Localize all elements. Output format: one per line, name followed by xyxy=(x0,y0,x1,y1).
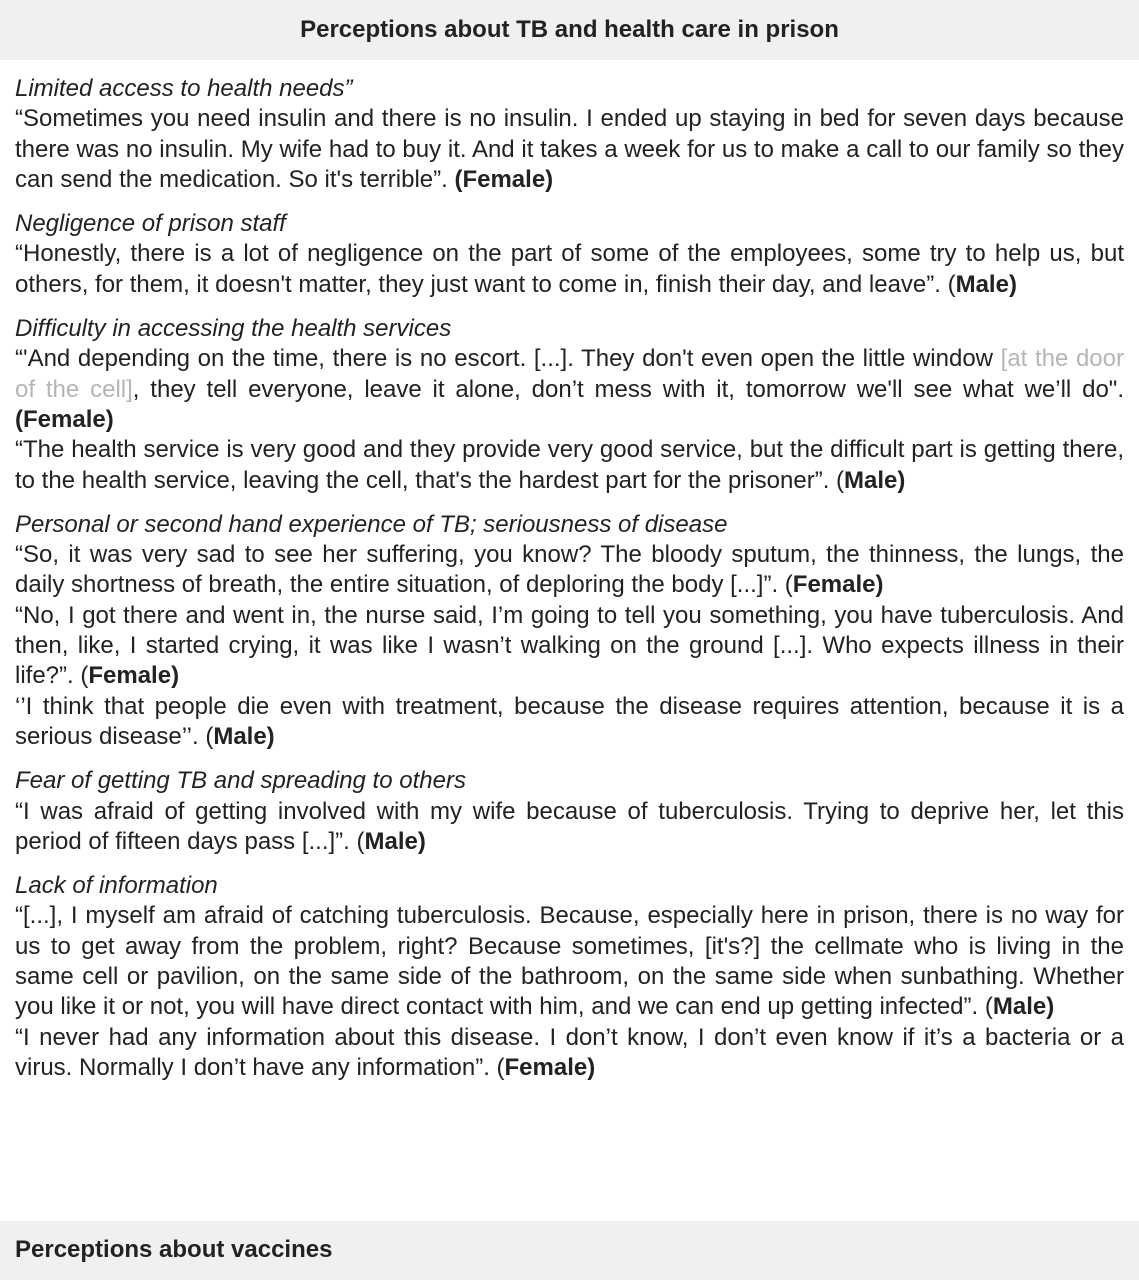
quote-text: “Sometimes you need insulin and there is no insulin. I ended up staying in bed for seven days because there was no insulin. My wife had to buy it. And it takes a week for us to make a call to our family so they can send the medication. So it's terrible”. xyxy=(15,105,1124,193)
gender-label: Female) xyxy=(504,1053,596,1081)
gender-label: Male) xyxy=(364,827,426,855)
gender-label: Male) xyxy=(992,993,1055,1021)
participant-quote xyxy=(15,601,1124,692)
participant-quote xyxy=(15,435,1124,496)
theme-heading: Personal or second hand experience of TB; seriousness of disease xyxy=(15,510,728,538)
quote-text: “I never had any information about this disease. I don’t know, I don’t even know if it’s a bacteria or a virus. Normally I don’t have any information”. ( xyxy=(15,1023,1124,1081)
quote-text: “Honestly, there is a lot of negligence on the part of some of the employees, some try to help us, but others, for them, it doesn't matter, they just want to come in, finish their day, and leave”. ( xyxy=(15,240,1124,298)
quote-text: “So, it was very sad to see her suffering, you know? The bloody sputum, the thinness, the lungs, the daily shortness of breath, the entire situation, of deploring the body [...]”. ( xyxy=(15,541,1124,599)
quote-text: “'And depending on the time, there is no escort. [...]. They don't even open the little window xyxy=(15,345,1001,373)
gender-label: Male) xyxy=(955,270,1017,298)
theme-heading: Limited access to health needs” xyxy=(15,75,353,102)
next-section-title: Perceptions about vaccines xyxy=(15,1236,333,1264)
gender-label: (Female) xyxy=(454,165,554,193)
table-title-bar xyxy=(0,0,1139,60)
theme-heading: Negligence of prison staff xyxy=(15,210,286,238)
quote-text: , they tell everyone, leave it alone, don’t mess with it, tomorrow we'll see what we’ll do". xyxy=(132,375,1124,403)
theme-heading: Fear of getting TB and spreading to others xyxy=(15,767,466,795)
participant-quote xyxy=(15,797,1124,858)
next-section-bar xyxy=(0,1221,1139,1280)
quote-text: ‘’I think that people die even with treatment, because the disease requires attention, because it is a serious disease’’. ( xyxy=(15,692,1124,750)
theme-section xyxy=(15,510,1124,752)
quote-text: “[...], I myself am afraid of catching tuberculosis. Because, especially here in prison, there is no way for us to get away from the problem, right? Because sometimes, [it's?] the cellmate who is living in the same cell or pavilion, on the same side of the bathroom, on the same side when sunbathing. Whether you like it or not, you will have direct contact with him, and we can end up getting infected”. ( xyxy=(15,902,1124,1021)
quote-text: “No, I got there and went in, the nurse said, I’m going to tell you something, you have tuberculosis. And then, like, I started crying, it was like I wasn’t walking on the ground [...]. Who expects illness in their life?”. ( xyxy=(15,601,1124,690)
participant-quote xyxy=(15,1023,1124,1084)
quotes-content xyxy=(0,74,1139,1083)
theme-heading: Lack of information xyxy=(15,872,218,900)
theme-section xyxy=(15,314,1124,496)
gender-label: Female) xyxy=(88,662,180,690)
theme-section xyxy=(15,766,1124,857)
participant-quote xyxy=(15,692,1124,753)
theme-heading: Difficulty in accessing the health services xyxy=(15,315,452,343)
table-title: Perceptions about TB and health care in prison xyxy=(300,15,839,43)
gender-label: Female) xyxy=(792,571,884,599)
quote-text: “The health service is very good and they provide very good service, but the difficult part is getting there, to the health service, leaving the cell, that's the hardest part for the prisoner”. ( xyxy=(15,436,1124,494)
participant-quote xyxy=(15,239,1124,300)
interviewer-note: [at the door of the cell] xyxy=(15,345,1124,403)
theme-section xyxy=(15,209,1124,300)
gender-label: (Female) xyxy=(15,405,114,433)
participant-quote xyxy=(15,901,1124,1022)
participant-quote xyxy=(15,104,1124,195)
participant-quote xyxy=(15,344,1124,435)
gender-label: Male) xyxy=(213,722,275,750)
quote-text: “I was afraid of getting involved with my wife because of tuberculosis. Trying to deprive her, let this period of fifteen days pass [...]”. ( xyxy=(15,797,1124,855)
participant-quote xyxy=(15,540,1124,601)
theme-section xyxy=(15,871,1124,1083)
gender-label: Male) xyxy=(844,466,906,494)
theme-section xyxy=(15,74,1124,195)
